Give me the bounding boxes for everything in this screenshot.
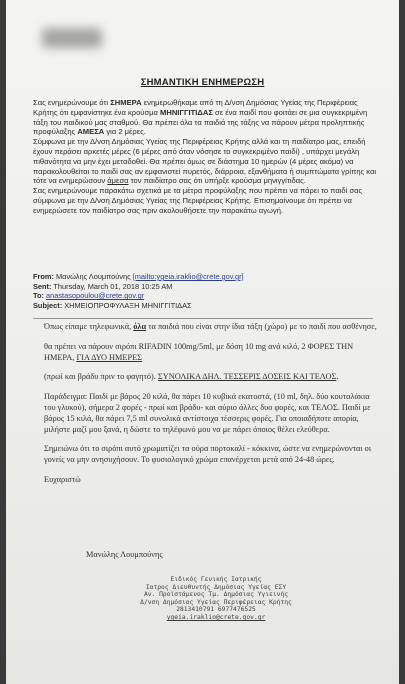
subject-label: Subject: [33,300,63,310]
from-label: From: [33,272,54,281]
to-label: To: [33,291,44,301]
email-to-row [33,291,383,301]
email-subject-row [33,301,383,311]
notice-paragraph-2 [33,137,381,186]
body-closing: Ευχαριστώ [44,474,81,484]
body-paragraph-4: Παράδειγμα: Παιδί με βάρος 20 κιλά, θα πάρει 10 κυβικά εκατοστά, (10 ml, δηλ. δύο κουταλάκια του γλυκού), σήμερα 2 φορές - πρωί και βράδυ- και αύριο άλλες δυο φορές, και ΤΕΛΟΣ. Παιδί με βάρος 15 κιλά, θα πάρει 7,5 ml συνολικά αντίστοιχα τέσσερις φορές. Για οποιαδήποτε απορία, μιλήστε μαζί μου ξανά, η δώστε το τηλέφωνό μου να με πάρει όποιος θέλει ελεύθερα. [44,392,371,434]
from-email-link[interactable]: [mailto:ygeia.iraklio@crete.gov.gr] [132,272,244,281]
divider [33,318,373,319]
from-name: Μανώλης Λουμπούνης [56,272,131,281]
stamp-line: Δ/νση Δημόσιας Υγείας Περιφέρειας Κρήτης [140,598,292,606]
email-header [33,272,383,310]
text: ΑΜΕΣΑ [77,127,105,137]
email-sent-row [33,282,383,292]
sent-value: Thursday, March 01, 2018 10:25 AM [53,281,173,291]
signature-stamp [66,576,366,622]
to-email-link[interactable]: anastasopoulou@crete.gov.gr [46,291,145,301]
stamp-email: ygeia.iraklio@crete.gov.gr [166,613,266,621]
text: ΣΥΝΟΛΙΚΑ ΔΗΛ. ΤΕΣΣΕΡΙΣ ΔΟΣΕΙΣ ΚΑΙ ΤΕΛΟΣ [157,372,337,382]
text: . [336,372,339,382]
body-paragraph-1 [44,322,379,333]
text: για 2 μέρες. [104,127,146,137]
text: ΓΙΑ ΔΥΟ ΗΜΕΡΕΣ [76,352,142,362]
text: τα παιδιά που είναι στην ίδια τάξη (χώρο) με το παιδί που ασθένησε, [146,322,377,331]
text: , [72,352,77,362]
text: όλα [133,322,147,331]
document-page [6,0,399,684]
text: Σύμφωνα με την Δ/νση Δημόσιας Υγείας της Περιφέρειας Κρήτης αλλά και τη παιδίατρο μας, επειδή έχουν περάσει αρκετές μέρες (6 μέρες από όταν νόσησε το συγκεκριμένο παιδί) , υπάρχει μεγάλη πιθανότητα να μην έχει μεταδοθεί. Θα πρέπει όμως σε διάστημα 10 ημερών (4 μέρες ακόμα) να παρακολουθείται το παιδί σας αν εμφανιστεί πυρετός, διάρροια, εξανθήματα ή συμπτώματα γρίπης και τότε να ενημερώσουν [33,137,377,186]
text: ΦΟΡΕΣ ΤΗΝ ΗΜΕΡΑ [44,341,354,362]
document-title: ΣΗΜΑΝΤΙΚΗ ΕΝΗΜΕΡΩΣΗ [140,77,265,88]
text: άμεσα [107,176,129,186]
text: θα πρέπει να πάρουν σιρόπι RIFADIN 100mg/5ml, με δόση 10 mg ανά κιλό, 2 [44,341,308,351]
text: ΣΗΜΕΡΑ [110,98,142,107]
text: ενημερωθήκαμε από τη Δ/νση Δημόσιας Υγείας της Περιφέρειας Κρήτης ότι εμφανίστηκε ένα κρούσμα [33,98,358,117]
stamp-line: Αν. Προϊστάμενος Τμ. Δημόσιας Υγιεινής [143,591,289,599]
body-paragraph-5: Σημειώνω ότι το σιρόπι αυτό χρωματίζει τα ούρα πορτοκαλί - κόκκινα, ώστε να ενημερώνονται οι γονείς να μην ανησυχήσουν. Το φυσιολογικό χρώμα επανέρχεται μετά από 24-48 ώρες. [44,444,372,465]
notice-paragraph-1 [33,98,381,137]
text: (πρωί και βράδυ πριν το φαγητό). [44,372,158,382]
body-paragraph-2 [44,342,379,364]
notice-paragraph-3: Σας ενημερώνουμε παρακάτω σχετικά με τα μέτρα προφύλαξης που πρέπει να πάρει το παιδί σας σύμφωνα με την Δ/νση Δημόσιας Υγείας της Περιφέρειας Κρήτης. Επισημαίνουμε ότι πρέπει να ενημερώσετε τον παιδίατρο σας πριν ακολουθήσετε την παρακάτω αγωγή. [33,186,363,215]
stamp-line: Ιατρος Διευθυντής Δημόσιας Υγείας ΕΣΥ [145,583,287,591]
text: τον παιδίατρο σας ότι υπήρξε κρούσμα μηνιγγίτιδας. [128,176,306,186]
sent-label: Sent: [33,281,52,291]
notice-text [33,98,381,216]
text: σε ένα παιδί που φοιτάει σε μια συγκεκριμένη τάξη του παιδικού μας σταθμού. Θα πρέπει όλα τα παιδιά της τάξης να πάρουν μέτρα προληπτικής προφύλαξης [33,107,368,137]
stamp-line: Ειδικός Γενικής Ιατρικής [170,576,262,583]
signature-name: Μανώλης Λουμπούνης [86,550,163,559]
stamp-phones: 2813410791 6977476525 [176,606,256,614]
text: Σας ενημερώνουμε ότι [33,98,111,107]
text: ΜΗΝΙΓΓΙΤΙΔΑΣ [160,107,213,117]
subject-value: ΧΗΜΕΙΟΠΡΟΦΥΛΑΞΗ ΜΗΝΙΓΓΙΤΙΔΑΣ [64,300,192,310]
body-paragraph-3 [44,372,379,383]
redacted-header [42,28,102,48]
email-from-row [33,272,383,282]
text: Όπως είπαμε τηλεφωνικά, [44,322,134,331]
email-body [44,322,379,495]
